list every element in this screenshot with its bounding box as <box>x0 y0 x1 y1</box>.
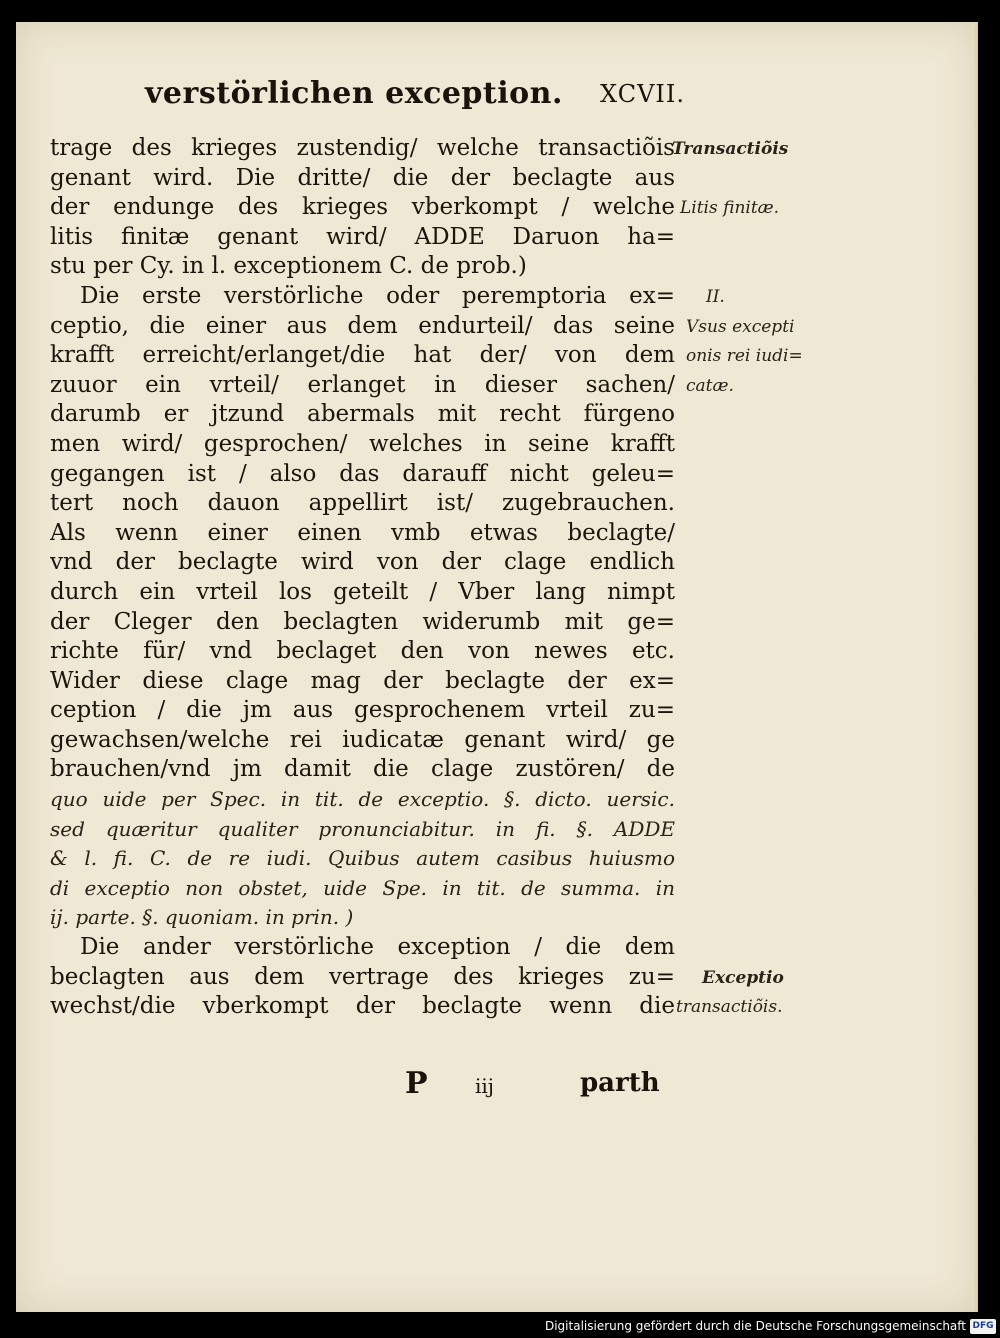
text-line: der endunge des krieges vberkompt / welche <box>50 194 675 221</box>
text-line: trage des krieges zustendig/ welche transactiõis <box>50 135 675 161</box>
signature-mark: P <box>405 1066 428 1101</box>
dfg-logo: DFG <box>970 1319 996 1334</box>
text-line: darumb er jtzund abermals mit recht fürgeno <box>50 401 675 428</box>
margin-note: transactiõis. <box>676 997 783 1018</box>
text-line: vnd der beclagte wird von der clage endlich <box>50 549 675 576</box>
text-line: & l. fi. C. de re iudi. Quibus autem casibus huiusmo <box>50 846 675 871</box>
text-line: men wird/ gesprochen/ welches in seine krafft <box>50 430 675 457</box>
text-line: Die erste verstörliche oder peremptoria ex= <box>80 282 675 309</box>
signature-number: iij <box>475 1074 494 1098</box>
main-text-block <box>50 134 675 1022</box>
text-line: ceptio, die einer aus dem endurteil/ das seine <box>50 312 675 339</box>
text-line: durch ein vrteil los geteilt / Vber lang nimpt <box>50 578 675 605</box>
margin-note: Vsus excepti <box>686 316 795 337</box>
text-line: sed quæritur qualiter pronunciabitur. in fi. §. ADDE <box>50 816 675 841</box>
text-line: gewachsen/welche rei iudicatæ genant wird/ ge <box>50 726 675 753</box>
text-line: Wider diese clage mag der beclagte der ex= <box>50 667 675 694</box>
credit-text: Digitalisierung gefördert durch die Deutsche Forschungsgemeinschaft <box>544 1319 966 1333</box>
text-line: der Cleger den beclagten widerumb mit ge= <box>50 608 675 635</box>
text-line: tert noch dauon appellirt ist/ zugebrauchen. <box>50 490 675 517</box>
text-line: zuuor ein vrteil/ erlanget in dieser sachen/ <box>50 371 675 398</box>
running-head: verstörlichen exception. <box>145 76 563 111</box>
text-line: di exceptio non obstet, uide Spe. in tit. de summa. in <box>50 875 675 900</box>
text-line: beclagten aus dem vertrage des krieges zu= <box>50 963 675 990</box>
text-line: richte für/ vnd beclaget den von newes etc. <box>50 638 675 665</box>
margin-note: onis rei iudi= <box>686 346 803 367</box>
text-line: brauchen/vnd jm damit die clage zustören/ de <box>50 756 675 783</box>
text-line: ij. parte. §. quoniam. in prin. ) <box>50 905 354 930</box>
margin-note: Transactiõis <box>672 139 789 159</box>
text-line: Die ander verstörliche exception / die dem <box>80 934 675 961</box>
margin-note: II. <box>706 287 725 307</box>
text-line: Als wenn einer einen vmb etwas beclagte/ <box>50 519 675 546</box>
credit-bar <box>0 1312 1000 1338</box>
text-line: litis finitæ genant wird/ ADDE Daruon ha= <box>50 223 675 250</box>
page-edge <box>972 22 978 1312</box>
text-line: wechst/die vberkompt der beclagte wenn die <box>50 993 675 1020</box>
page-header <box>145 76 685 120</box>
margin-note: Exceptio <box>702 967 784 988</box>
text-line: gegangen ist / also das darauff nicht geleu= <box>50 460 675 487</box>
text-line: quo uide per Spec. in tit. de exceptio. §. dicto. uersic. <box>50 787 675 812</box>
text-line: ception / die jm aus gesprochenem vrteil zu= <box>50 697 675 724</box>
catchword: parth <box>580 1068 660 1098</box>
text-line: krafft erreicht/erlanget/die hat der/ von dem <box>50 342 675 369</box>
margin-note: catæ. <box>686 375 734 396</box>
text-line: genant wird. Die dritte/ die der beclagte aus <box>50 164 675 191</box>
margin-note: Litis finitæ. <box>680 198 780 219</box>
text-line: stu per Cy. in l. exceptionem C. de prob.) <box>50 253 527 280</box>
folio-number: XCVII. <box>600 80 685 108</box>
